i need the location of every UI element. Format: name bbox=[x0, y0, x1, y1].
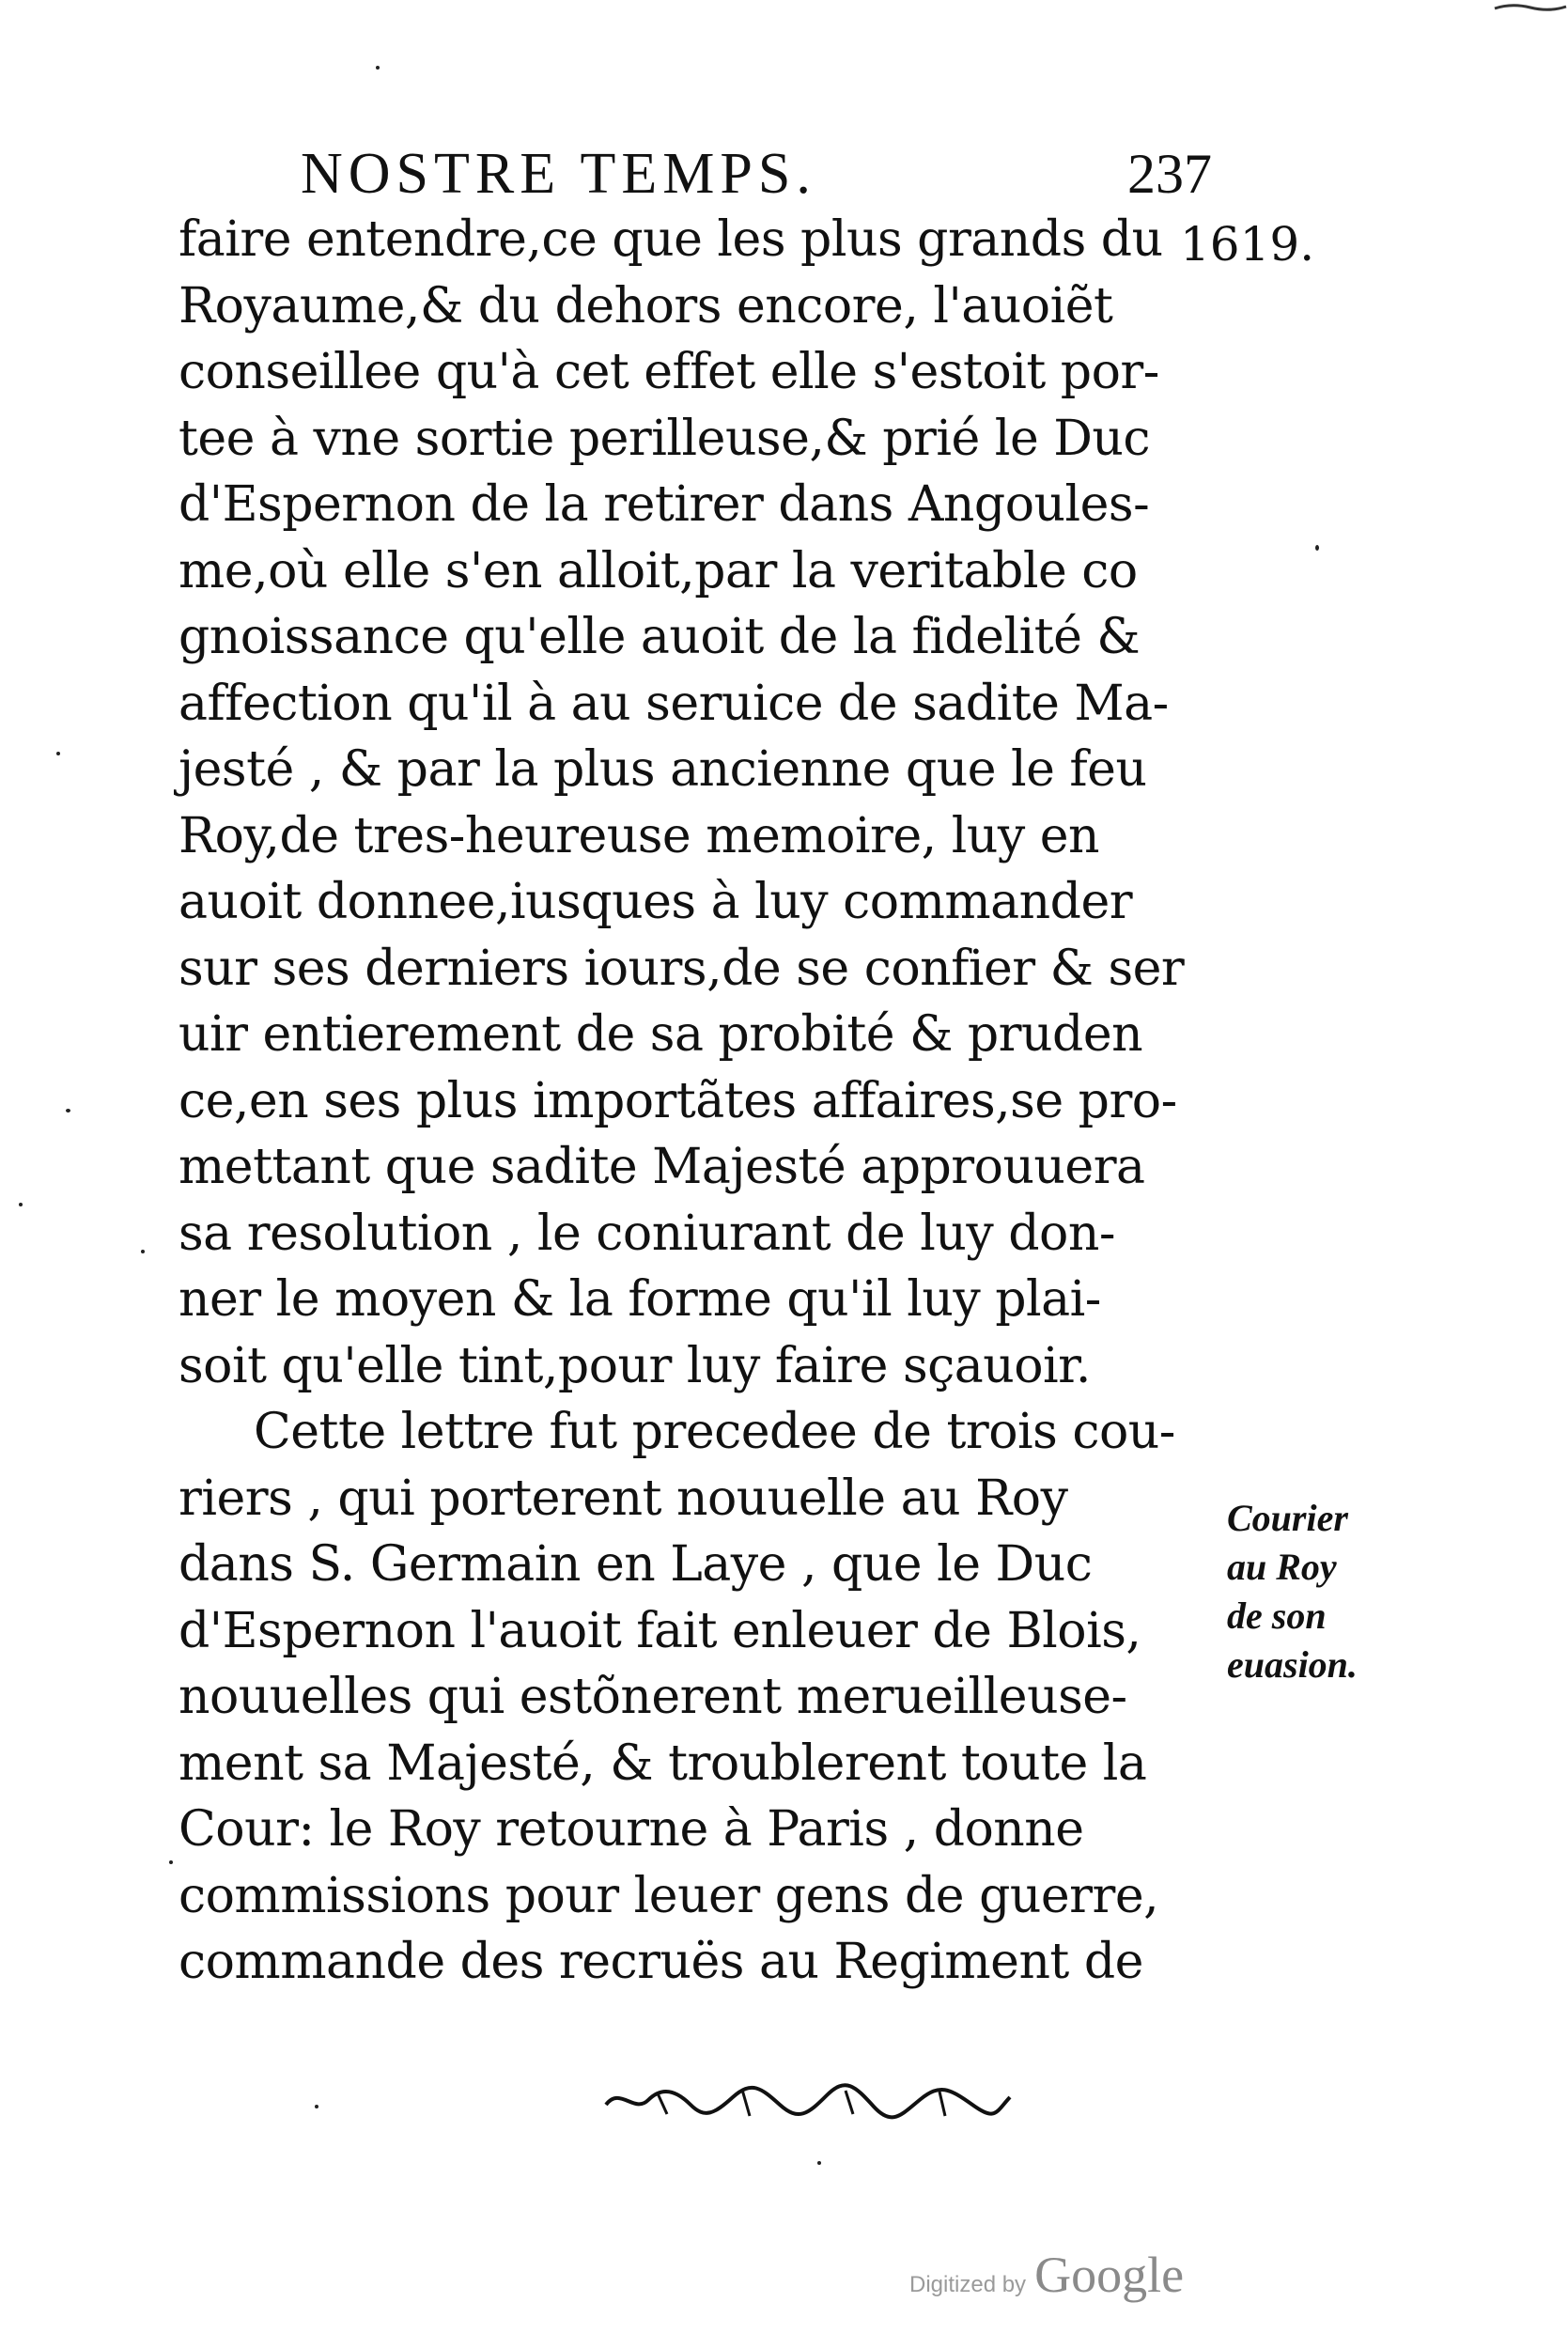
text-line: sa resolution , le coniurant de luy don- bbox=[179, 1205, 1115, 1262]
scan-speck bbox=[19, 1203, 23, 1206]
text-line: commande des recruës au Regiment de bbox=[179, 1934, 1143, 1990]
digitization-watermark bbox=[909, 2246, 1184, 2302]
paragraph-start-line: Cette lettre fut precedee de trois cou- bbox=[254, 1404, 1175, 1460]
text-line: tee à vne sortie perilleuse,& prié le Duc bbox=[179, 410, 1151, 467]
text-line: faire entendre,ce que les plus grands du bbox=[179, 211, 1163, 268]
body-text bbox=[179, 207, 1231, 1996]
page-number: 237 bbox=[1127, 143, 1212, 205]
text-line: ce,en ses plus importãtes affaires,se pro- bbox=[179, 1072, 1177, 1129]
text-line: gnoissance qu'elle auoit de la fidelité & bbox=[179, 609, 1141, 665]
text-line: uir entierement de sa probité & pruden bbox=[179, 1006, 1143, 1063]
google-logo: Google bbox=[1034, 2247, 1185, 2303]
margin-year: 1619. bbox=[1180, 217, 1315, 272]
running-title: NOSTRE TEMPS. bbox=[301, 142, 816, 206]
text-line: jesté , & par la plus ancienne que le feu bbox=[179, 741, 1147, 798]
text-line: affection qu'il à au seruice de sadite Ma- bbox=[179, 675, 1169, 732]
text-line: ner le moyen & la forme qu'il luy plai- bbox=[179, 1271, 1101, 1328]
text-line: sur ses derniers iours,de se confier & ser bbox=[179, 940, 1185, 997]
marginal-note-line: euasion. bbox=[1227, 1643, 1358, 1686]
page-edge-mark bbox=[1493, 0, 1568, 13]
text-line: Royaume,& du dehors encore, l'auoiẽt bbox=[179, 277, 1113, 334]
scan-speck bbox=[56, 752, 60, 755]
text-line: soit qu'elle tint,pour luy faire sçauoir. bbox=[179, 1337, 1091, 1394]
page-header bbox=[301, 136, 1212, 211]
scan-speck bbox=[376, 66, 380, 70]
scan-speck bbox=[141, 1250, 145, 1253]
text-line: ment sa Majesté, & troublerent toute la bbox=[179, 1735, 1147, 1792]
scan-speck bbox=[1315, 545, 1319, 551]
marginal-note-line: de son bbox=[1227, 1595, 1327, 1637]
scan-speck bbox=[66, 1109, 70, 1112]
text-line: Roy,de tres-heureuse memoire, luy en bbox=[179, 807, 1100, 864]
digitized-by-label: Digitized by bbox=[909, 2272, 1027, 2297]
marginal-note-line: au Roy bbox=[1227, 1546, 1337, 1588]
text-line: d'Espernon de la retirer dans Angoules- bbox=[179, 476, 1150, 533]
scan-speck bbox=[169, 1860, 173, 1864]
text-line: auoit donnee,iusques à luy commander bbox=[179, 874, 1133, 930]
text-line: conseillee qu'à cet effet elle s'estoit por- bbox=[179, 344, 1159, 400]
scan-speck bbox=[315, 2105, 318, 2108]
text-line: nouuelles qui estõnerent merueilleuse- bbox=[179, 1669, 1127, 1725]
scan-speck bbox=[817, 2161, 821, 2165]
text-line: d'Espernon l'auoit fait enleuer de Blois, bbox=[179, 1602, 1141, 1659]
text-line: riers , qui porterent nouuelle au Roy bbox=[179, 1470, 1068, 1527]
text-line: dans S. Germain en Laye , que le Duc bbox=[179, 1536, 1093, 1593]
text-line: me,où elle s'en alloit,par la veritable co bbox=[179, 542, 1138, 599]
marginal-note bbox=[1227, 1494, 1396, 1689]
text-line: mettant que sadite Majesté approuuera bbox=[179, 1139, 1145, 1195]
marginal-note-line: Courier bbox=[1227, 1497, 1348, 1539]
text-line: Cour: le Roy retourne à Paris , donne bbox=[179, 1801, 1084, 1858]
text-line: commissions pour leuer gens de guerre, bbox=[179, 1867, 1159, 1924]
handwritten-scribble bbox=[601, 2077, 1015, 2123]
